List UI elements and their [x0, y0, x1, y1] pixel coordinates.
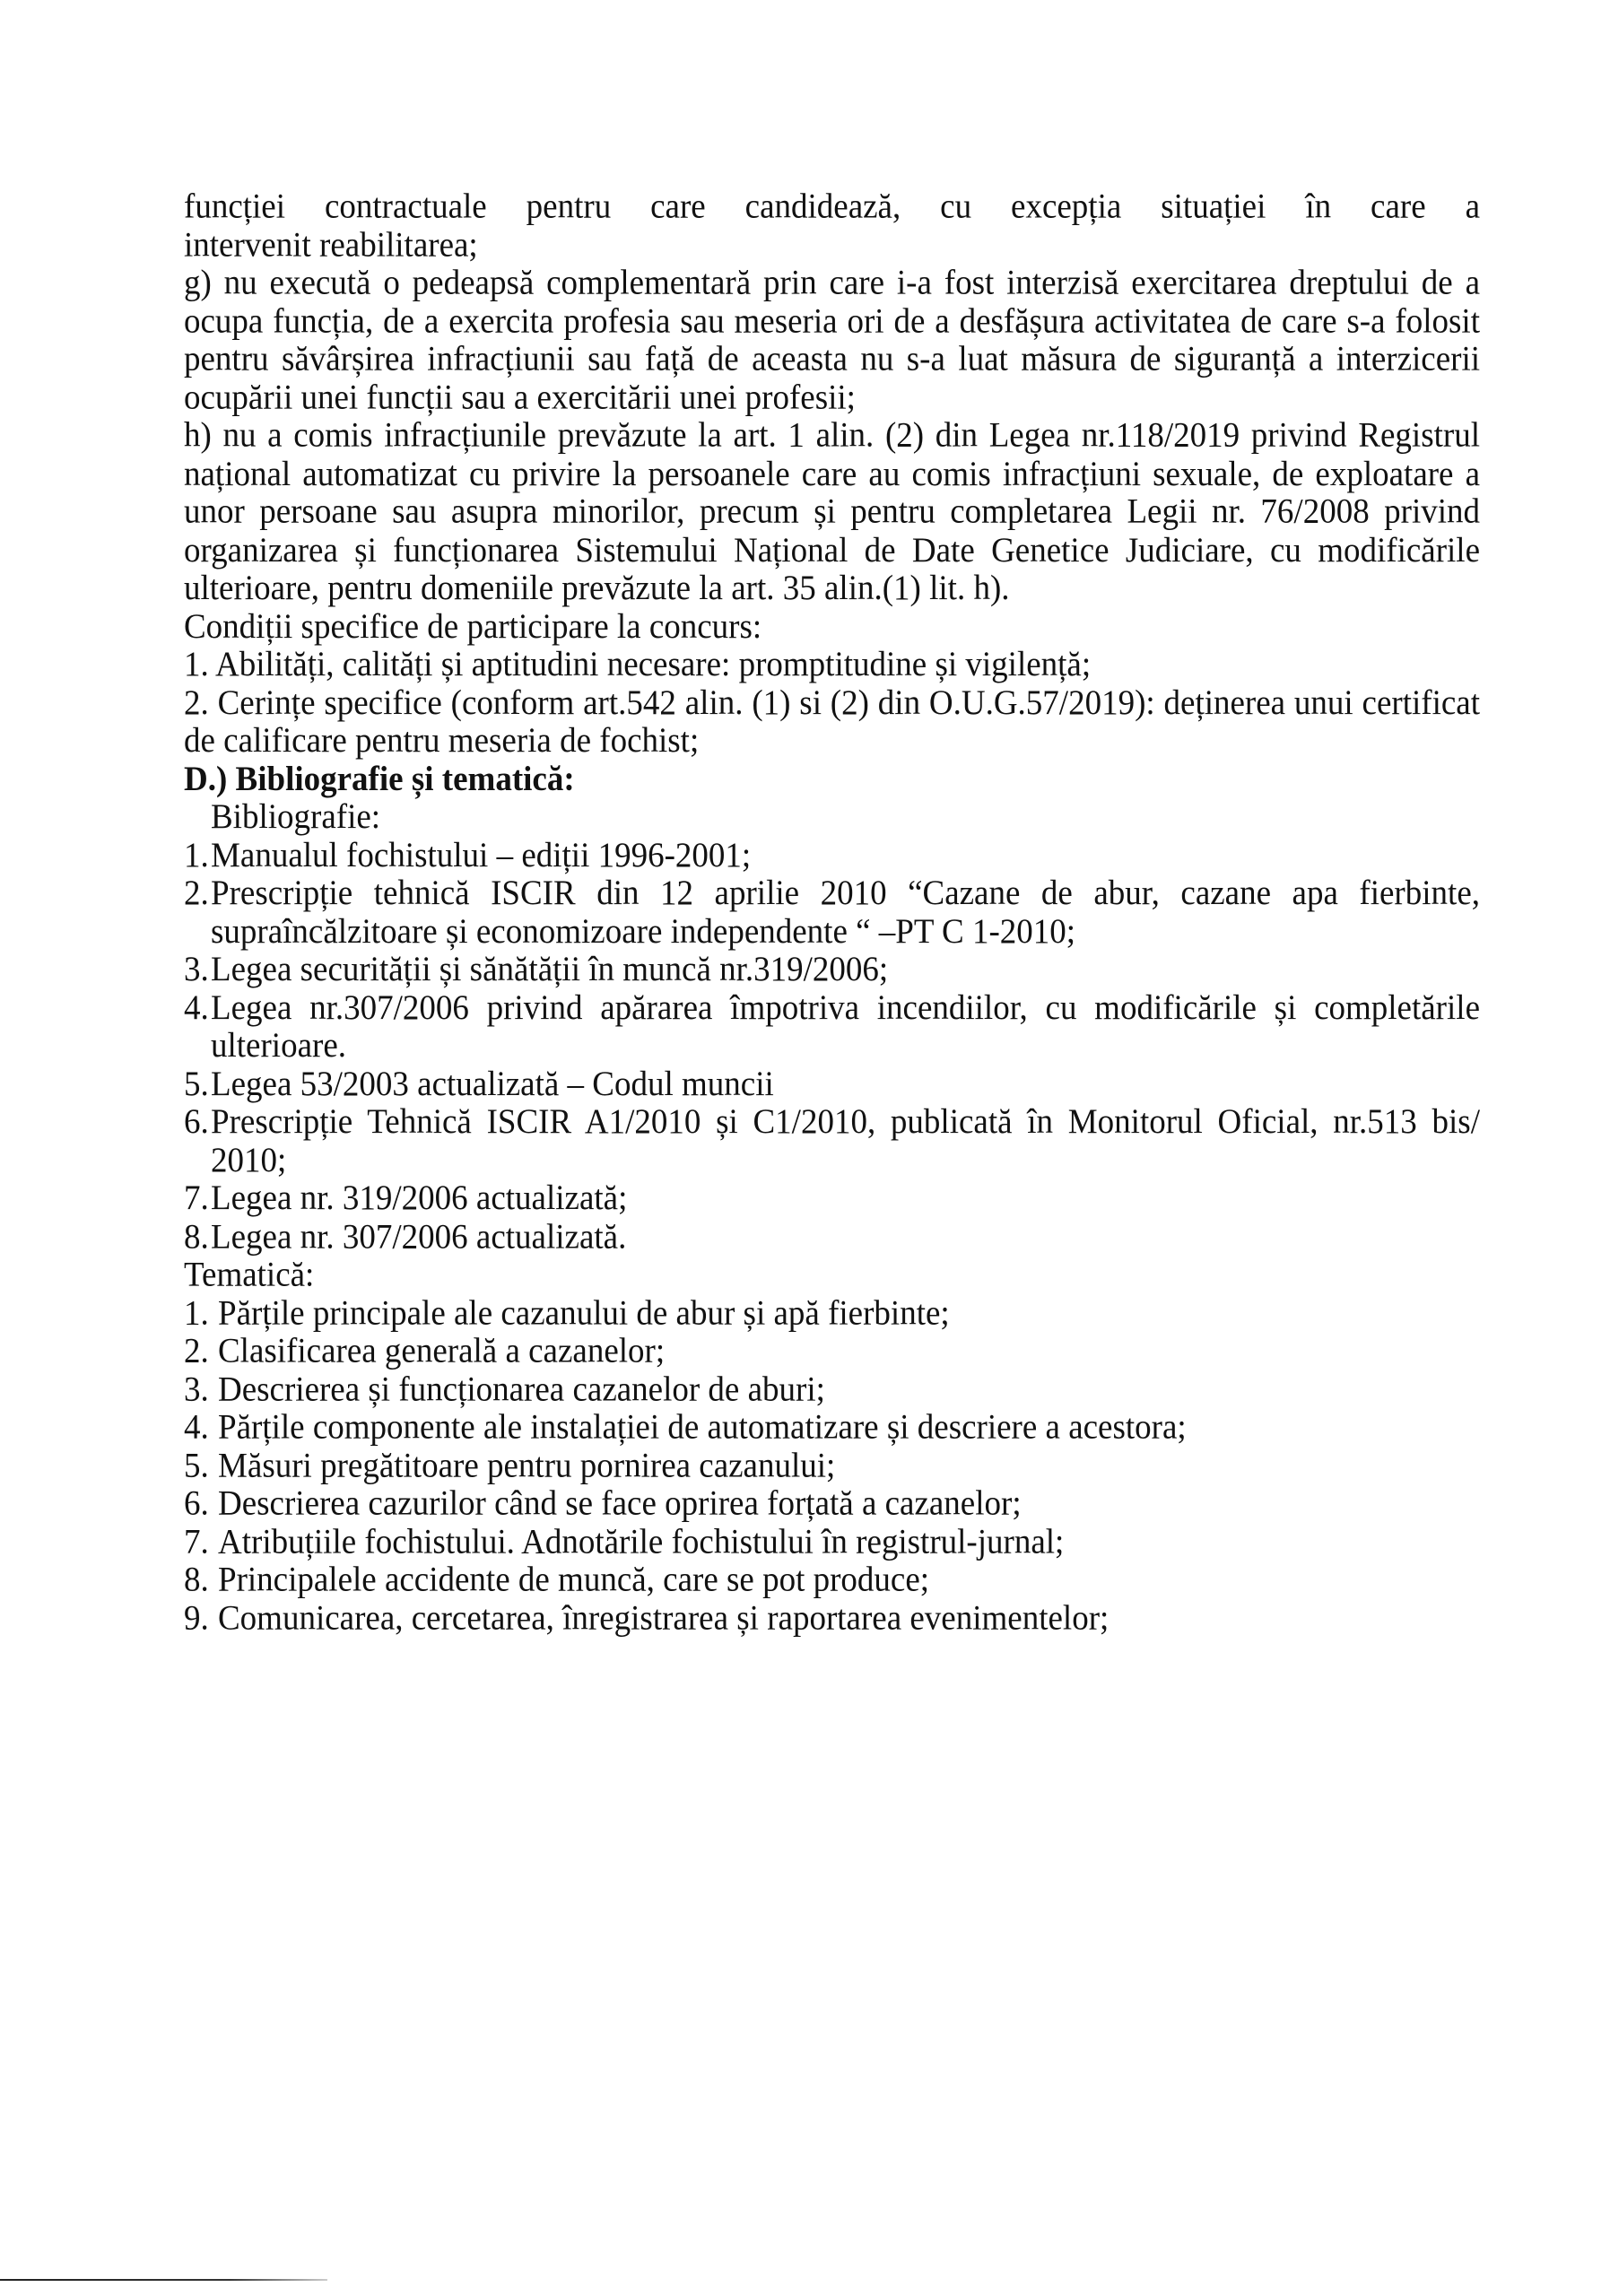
item-text: Prescripție tehnică ISCIR din 12 aprilie 2010 “Cazane de abur, cazane apa fierbinte, supraîncălzitoare și economizoare independente “ –PT C 1-2010;: [211, 874, 1480, 951]
item-number: 9.: [184, 1598, 209, 1638]
item-text: Părțile componente ale instalației de automatizare și descriere a acestora;: [218, 1407, 1187, 1447]
item-text: Prescripție Tehnică ISCIR A1/2010 și C1/2010, publicată în Monitorul Oficial, nr.513 bis/ 2010;: [211, 1102, 1480, 1180]
item-text: Descrierea și funcționarea cazanelor de aburi;: [218, 1370, 825, 1409]
topic-item: [184, 1409, 1480, 1448]
topic-item: [184, 1561, 1480, 1600]
specific-conditions-list: [184, 646, 1480, 761]
item-number: 3.: [184, 1370, 209, 1409]
topic-item: [184, 1523, 1480, 1561]
item-text: Abilități, calități și aptitudini necesare: promptitudine și vigilență;: [214, 645, 1092, 684]
item-text: Legea nr. 307/2006 actualizată.: [211, 1217, 627, 1257]
item-number: 8.: [184, 1217, 209, 1257]
item-number: 2.: [184, 1331, 209, 1370]
condition-g: g) nu execută o pedeapsă complementară prin care i-a fost interzisă exercitarea dreptului de a ocupa funcția, de a exercita profesia sau meseria ori de a desfășura activitatea de care s-a folosit pentru săvârșirea infracțiunii sau față de aceasta nu s-a luat măsura de siguranță a interzicerii ocupării unei funcții sau a exercitării unei profesii;: [184, 264, 1480, 417]
topic-item: [184, 1333, 1480, 1371]
section-d-heading: D.) Bibliografie și tematică:: [184, 759, 575, 798]
bibliography-list: [184, 837, 1480, 1257]
bibliography-item: [184, 1065, 1480, 1104]
topic-item: [184, 1599, 1480, 1638]
item-number: 4.: [184, 987, 209, 1028]
item-number: 2.: [184, 874, 209, 913]
item-text: Manualul fochistului – ediții 1996-2001;: [211, 835, 752, 874]
document-page: [184, 188, 1480, 1638]
item-number: 7.: [184, 1522, 209, 1561]
item-text: Cerințe specifice (conform art.542 alin. (1) si (2) din O.U.G.57/2019): deținerea unui certificat de calificare pentru meseria de fochist;: [184, 683, 1480, 761]
footnote-separator-line: [0, 2279, 327, 2281]
topic-item: [184, 1370, 1480, 1409]
bibliography-item: [184, 1218, 1480, 1257]
item-text: Clasificarea generală a cazanelor;: [218, 1331, 666, 1370]
condition-f-tail-line-2: intervenit reabilitarea;: [184, 225, 478, 265]
item-text: Comunicarea, cercetarea, înregistrarea și raportarea evenimentelor;: [218, 1598, 1110, 1638]
bibliography-item: [184, 837, 1480, 875]
bibliography-label: Bibliografie:: [211, 797, 381, 837]
item-number: 4.: [184, 1407, 209, 1447]
specific-condition-item: [184, 646, 1480, 684]
specific-conditions-heading: Condiții specifice de participare la concurs:: [184, 606, 762, 646]
item-text: Principalele accidente de muncă, care se pot produce;: [218, 1560, 930, 1599]
bibliography-item: [184, 989, 1480, 1065]
item-number: 1.: [184, 645, 209, 684]
item-number: 6.: [184, 1102, 209, 1142]
bibliography-item: [184, 1104, 1480, 1180]
item-number: 8.: [184, 1560, 209, 1599]
item-text: Legea nr.307/2006 privind apărarea împotriva incendiilor, cu modificările și completările ulterioare.: [211, 987, 1480, 1065]
item-number: 2.: [184, 683, 209, 722]
item-number: 6.: [184, 1483, 209, 1523]
item-number: 5.: [184, 1446, 209, 1485]
item-number: 1.: [184, 1293, 209, 1333]
condition-f-tail-line-1: funcției contractuale pentru care candidează, cu excepția situației în care a: [184, 187, 1480, 226]
item-number: 5.: [184, 1065, 209, 1104]
topic-item: [184, 1294, 1480, 1333]
specific-condition-item: [184, 684, 1480, 761]
condition-h: h) nu a comis infracțiunile prevăzute la art. 1 alin. (2) din Legea nr.118/2019 privind Registrul național automatizat cu privire la persoanele care au comis infracțiuni sexuale, de exploatare a unor persoane sau asupra minorilor, precum și pentru completarea Legii nr. 76/2008 privind organizarea și funcționarea Sistemului Național de Date Genetice Judiciare, cu modificările ulterioare, pentru domeniile prevăzute la art. 35 alin.(1) lit. h).: [184, 416, 1480, 608]
topic-item: [184, 1447, 1480, 1485]
item-number: 1.: [184, 835, 209, 874]
item-text: Descrierea cazurilor când se face oprirea forțată a cazanelor;: [218, 1483, 1022, 1523]
item-number: 7.: [184, 1178, 209, 1218]
item-text: Legea nr. 319/2006 actualizată;: [211, 1178, 628, 1218]
topic-item: [184, 1485, 1480, 1524]
bibliography-item: [184, 874, 1480, 951]
item-text: Legea 53/2003 actualizată – Codul muncii: [211, 1065, 774, 1104]
bibliography-item: [184, 952, 1480, 990]
item-text: Măsuri pregătitoare pentru pornirea cazanului;: [218, 1446, 836, 1485]
item-text: Legea securității și sănătății în muncă nr.319/2006;: [211, 950, 889, 989]
item-text: Părțile principale ale cazanului de abur și apă fierbinte;: [218, 1293, 950, 1333]
topics-label: Tematică:: [184, 1255, 315, 1294]
topics-list: [184, 1294, 1480, 1638]
item-number: 3.: [184, 950, 209, 989]
bibliography-item: [184, 1180, 1480, 1219]
item-text: Atribuțiile fochistului. Adnotările fochistului în registrul-jurnal;: [218, 1522, 1065, 1561]
